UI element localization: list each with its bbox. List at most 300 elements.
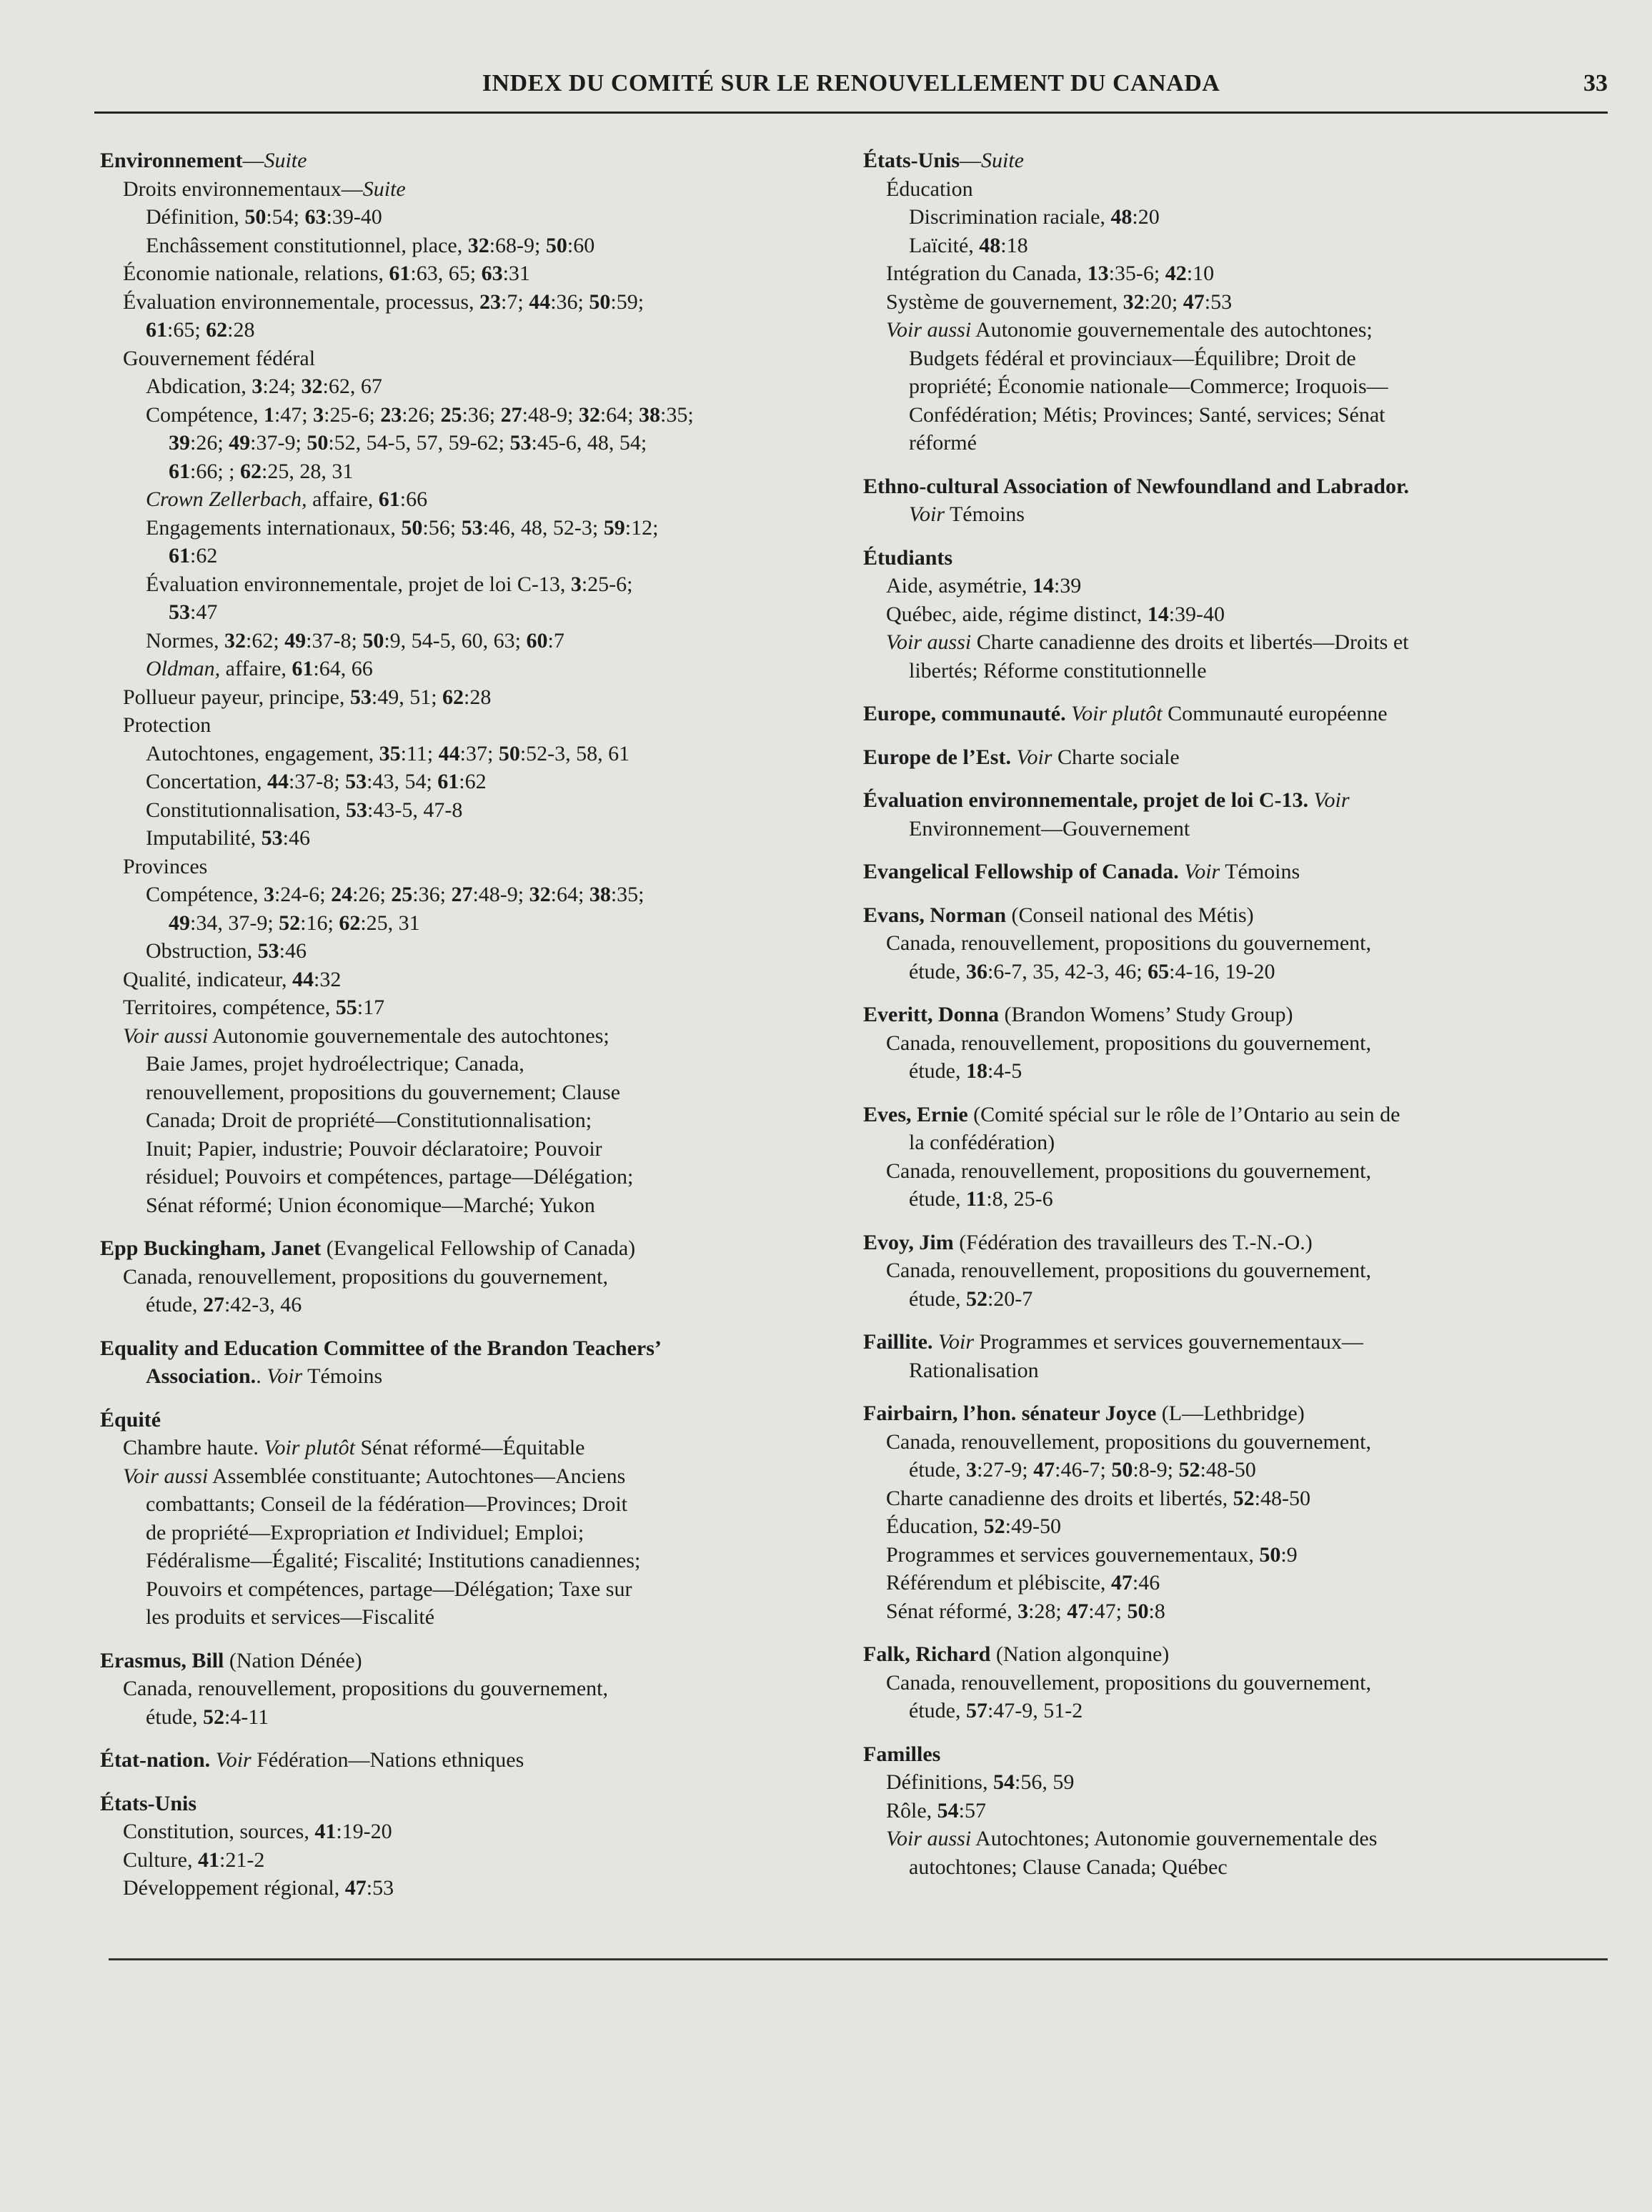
text-run: :46 (279, 939, 307, 963)
text-run: 14 (1147, 602, 1169, 626)
text-run: Discrimination raciale, (909, 205, 1111, 229)
entry-subline (863, 1512, 1592, 1541)
text-run: 63 (481, 262, 503, 285)
text-run: Témoins (945, 502, 1025, 526)
text-run: Association. (146, 1364, 257, 1388)
text-run: Autonomie gouvernementale des autochtones; (971, 318, 1373, 342)
text-run: Budgets fédéral et provinciaux—Équilibre; Droit de (909, 346, 1356, 370)
text-run: :63, 65; (410, 262, 482, 285)
entry-subline (863, 1129, 1592, 1157)
text-run: la confédération) (909, 1131, 1055, 1154)
text-run: :19-20 (336, 1820, 392, 1843)
text-run: :8, 25-6 (986, 1187, 1053, 1211)
text-run: :37-8; (288, 770, 346, 793)
text-run: (L—Lethbridge) (1156, 1402, 1305, 1425)
text-run: Canada, renouvellement, propositions du gouvernement, (123, 1264, 608, 1289)
text-run: :25, 31 (360, 911, 420, 935)
text-run: Charte canadienne des droits et libertés, (886, 1486, 1233, 1510)
entry-subline (100, 1703, 804, 1732)
text-run: :62 (459, 770, 487, 793)
entry-subline (863, 1697, 1592, 1725)
text-run: Territoires, compétence, (123, 996, 336, 1019)
text-run: 41 (198, 1848, 219, 1872)
text-run: 53 (349, 685, 372, 709)
text-run: :53 (366, 1876, 394, 1900)
text-run: Constitutionnalisation, (146, 798, 347, 822)
text-run: renouvellement, propositions du gouvernement; Clause (146, 1080, 621, 1104)
text-run: Compétence, (146, 883, 264, 906)
entry-subline (863, 1256, 1592, 1285)
right-column (863, 147, 1592, 1896)
entry-subline (863, 316, 1592, 344)
text-run: 52 (983, 1514, 1005, 1538)
index-entry (863, 147, 1592, 457)
text-run: Voir (267, 1364, 303, 1388)
text-run: :47; (1088, 1599, 1128, 1623)
entry-subline (863, 401, 1592, 430)
text-run: Voir (1016, 745, 1053, 769)
text-run: 48 (979, 233, 1001, 257)
entry-subline (863, 288, 1592, 317)
text-run: 53 (461, 515, 483, 540)
text-run: 24 (331, 883, 353, 906)
text-run: 50 (545, 233, 567, 257)
text-run: Programmes et services gouvernementaux, (886, 1542, 1260, 1567)
text-run: 47 (1110, 1571, 1133, 1594)
text-run: 38 (638, 402, 660, 427)
entry-subline (863, 1428, 1592, 1457)
text-run: Evangelical Fellowship of Canada. (863, 860, 1179, 883)
entry-subline (100, 514, 804, 542)
text-run: 32 (578, 402, 600, 427)
entry-subline (863, 1541, 1592, 1569)
text-run: États-Unis (863, 149, 960, 172)
text-run: Témoins (302, 1364, 383, 1388)
text-run: Voir plutôt (1071, 702, 1163, 725)
text-run: — (960, 149, 982, 172)
text-run: Autonomie gouvernementale des autochtones; (208, 1023, 609, 1048)
entry-subline (100, 316, 804, 344)
entry-heading-line (863, 1740, 1592, 1769)
text-run: 50 (589, 289, 611, 314)
entry-subline (100, 1191, 804, 1220)
text-run: Programmes et services gouvernementaux— (974, 1330, 1363, 1354)
text-run: étude, (909, 1286, 966, 1311)
text-run: Définition, (146, 205, 245, 229)
text-run: étude, (146, 1293, 203, 1316)
text-run: :28; (1028, 1599, 1068, 1623)
text-run: Canada, renouvellement, propositions du gouvernement, (886, 1670, 1371, 1695)
entry-subline (863, 1357, 1592, 1385)
text-run: :9 (1280, 1542, 1298, 1567)
text-run: :17 (357, 996, 385, 1019)
text-run: 52 (202, 1705, 224, 1729)
text-run: :8-9; (1133, 1458, 1179, 1482)
entry-subline (863, 1797, 1592, 1825)
text-run: de propriété—Expropriation (146, 1520, 395, 1544)
text-run: (Nation algonquine) (990, 1642, 1170, 1666)
text-run: 62 (240, 459, 262, 483)
entry-heading-line (863, 1229, 1592, 1257)
text-run: 53 (257, 939, 279, 963)
text-run: Développement régional, (123, 1876, 345, 1900)
text-run: Voir aussi (886, 318, 972, 342)
text-run: Voir (1313, 788, 1350, 812)
index-entry (863, 1001, 1592, 1086)
entry-subline (863, 815, 1592, 843)
text-run: Canada, renouvellement, propositions du gouvernement, (123, 1677, 608, 1700)
text-run: :64, 66 (313, 657, 373, 680)
text-run: Inuit; Papier, industrie; Pouvoir déclaratoire; Pouvoir (146, 1136, 602, 1161)
text-run: Voir (937, 1330, 974, 1354)
text-run: :26; (402, 402, 441, 427)
text-run: :49-50 (1005, 1514, 1061, 1538)
text-run: États-Unis (100, 1791, 197, 1815)
index-entry (100, 147, 804, 1219)
entry-subline (100, 1022, 804, 1051)
entry-subline (100, 1462, 804, 1491)
text-run: :37; (459, 741, 499, 765)
text-run: :47; (274, 402, 314, 427)
index-entry (863, 743, 1592, 772)
text-run: :36; (550, 289, 589, 314)
text-run (1308, 788, 1314, 812)
text-run: 32 (1123, 289, 1145, 314)
text-run: :62 (190, 544, 218, 567)
entry-subline (100, 1135, 804, 1164)
text-run: 47 (1067, 1599, 1089, 1623)
text-run: :18 (1000, 233, 1028, 257)
text-run: 53 (346, 798, 368, 822)
text-run: :60 (567, 233, 595, 257)
text-run: :65; (167, 318, 206, 342)
text-run: 27 (451, 883, 473, 906)
text-run: 3 (570, 572, 582, 596)
entry-subline (100, 1603, 804, 1632)
text-run: 32 (467, 233, 489, 257)
entry-subline (100, 1362, 804, 1391)
text-run: 38 (589, 883, 611, 906)
text-run: 50 (362, 628, 384, 653)
text-run: :26; (190, 431, 229, 455)
index-entry (863, 1101, 1592, 1214)
text-run: Confédération; Métis; Provinces; Santé, services; Sénat (909, 402, 1385, 427)
text-run: :54; (266, 205, 305, 229)
text-run: 57 (965, 1699, 987, 1722)
text-run: Environnement—Gouvernement (909, 816, 1190, 840)
entry-subline (863, 1157, 1592, 1186)
text-run: les produits et services—Fiscalité (146, 1605, 435, 1629)
text-run: Définitions, (886, 1770, 993, 1794)
entry-subline (100, 1050, 804, 1078)
entry-heading-line (863, 1101, 1592, 1129)
entry-subline (863, 429, 1592, 457)
text-run: :21-2 (219, 1848, 265, 1872)
text-run: :20-7 (987, 1286, 1033, 1311)
text-run: 32 (224, 628, 246, 653)
entry-heading-line (100, 1406, 804, 1434)
index-entry (863, 1740, 1592, 1882)
text-run: 1 (263, 402, 274, 427)
text-run: Chambre haute. (123, 1436, 264, 1459)
text-run: 61 (169, 544, 190, 567)
text-run: Epp Buckingham, Janet (100, 1236, 322, 1260)
text-run: Europe, communauté. (863, 702, 1066, 725)
text-run: Assemblée constituante; Autochtones—Anciens (208, 1464, 626, 1488)
text-run: affaire, (307, 487, 379, 511)
index-entry (863, 786, 1592, 843)
entry-subline (100, 796, 804, 825)
entry-subline (100, 1519, 804, 1547)
text-run: réformé (909, 431, 977, 455)
entry-subline (863, 657, 1592, 685)
entry-subline (863, 259, 1592, 288)
text-run: Voir aussi (886, 630, 972, 654)
text-run: Québec, aide, régime distinct, (886, 602, 1148, 626)
entry-subline (863, 1569, 1592, 1597)
text-run: Equality and Education Committee of the Brandon Teachers’ (100, 1336, 662, 1360)
text-run: Sénat réformé; Union économique—Marché; Yukon (146, 1193, 595, 1217)
text-run: 49 (229, 431, 251, 455)
entry-subline (100, 740, 804, 768)
text-run: affaire, (220, 657, 292, 680)
text-run: :26; (352, 883, 392, 906)
text-run: Normes, (146, 628, 224, 653)
text-run: 62 (442, 685, 464, 709)
text-run: :49, 51; (371, 685, 443, 709)
text-run: Fédéralisme—Égalité; Fiscalité; Institutions canadiennes; (146, 1549, 641, 1572)
entry-subline (100, 824, 804, 853)
text-run: Falk, Richard (863, 1642, 991, 1666)
entry-subline (863, 1597, 1592, 1626)
text-run: :24; (262, 375, 302, 398)
text-run: Environnement (100, 149, 243, 172)
index-entry (100, 1790, 804, 1903)
text-run: Rationalisation (909, 1358, 1039, 1382)
entry-subline (100, 429, 804, 457)
text-run: :47 (190, 600, 218, 624)
text-run: :52-3, 58, 61 (519, 741, 630, 765)
text-run: étude, (146, 1705, 203, 1729)
text-run: Voir plutôt (264, 1436, 355, 1459)
entry-subline (863, 600, 1592, 629)
entry-subline (100, 1263, 804, 1291)
text-run: :35; (610, 883, 645, 906)
text-run: 52 (1233, 1486, 1255, 1510)
text-run: 13 (1087, 262, 1109, 285)
text-run: :11; (400, 741, 439, 765)
text-run: :39-40 (1168, 602, 1225, 626)
text-run: :32 (314, 967, 342, 991)
entry-subline (100, 570, 804, 599)
text-run: Enchâssement constitutionnel, place, (146, 233, 468, 257)
text-run: étude, (909, 1059, 966, 1083)
text-run: Protection (123, 713, 212, 737)
text-run: :36; (412, 883, 452, 906)
text-run: Concertation, (146, 770, 267, 793)
text-run: Culture, (123, 1848, 198, 1872)
text-run: (Evangelical Fellowship of Canada) (321, 1236, 636, 1260)
text-run: 44 (438, 741, 460, 765)
text-run: 50 (401, 515, 423, 540)
text-run: :66; ; (190, 459, 241, 483)
text-run: (Brandon Womens’ Study Group) (999, 1003, 1293, 1026)
text-run: 25 (391, 883, 413, 906)
text-run: 61 (389, 262, 411, 285)
entry-heading-line (863, 544, 1592, 572)
text-run: 3 (263, 883, 274, 906)
text-run: :64; (599, 402, 639, 427)
text-run: Imputabilité, (146, 826, 262, 850)
entry-heading-line (100, 1746, 804, 1775)
text-run: 41 (314, 1820, 337, 1843)
text-run: 35 (379, 741, 401, 765)
entry-subline (100, 881, 804, 909)
text-run: :37-8; (306, 628, 363, 653)
text-run: 54 (937, 1798, 959, 1822)
text-run: combattants; Conseil de la fédération—Provinces; Droit (146, 1492, 628, 1516)
text-run: 61 (378, 487, 400, 511)
entry-subline (100, 598, 804, 627)
text-run: :56, 59 (1015, 1770, 1075, 1794)
text-run: 53 (261, 826, 283, 850)
entry-subline (100, 993, 804, 1022)
entry-subline (863, 1669, 1592, 1697)
text-run: 18 (965, 1059, 987, 1083)
text-run: :68-9; (489, 233, 546, 257)
text-run: autochtones; Clause Canada; Québec (909, 1855, 1228, 1879)
entry-subline (100, 627, 804, 655)
text-run: Familles (863, 1742, 941, 1766)
text-run: 52 (1178, 1458, 1200, 1482)
entry-subline (863, 628, 1592, 657)
text-run: Gouvernement fédéral (123, 346, 316, 370)
text-run: :31 (502, 262, 530, 285)
text-run: Voir aussi (886, 1827, 972, 1850)
text-run: Oldman, (146, 657, 221, 680)
text-run: État-nation. (100, 1748, 211, 1772)
text-run: :47-9, 51-2 (987, 1699, 1083, 1722)
index-entry (863, 1229, 1592, 1314)
entry-subline (863, 1853, 1592, 1882)
text-run: :52, 54-5, 57, 59-62; (328, 431, 510, 455)
text-run: :62, 67 (322, 375, 382, 398)
text-run: 52 (965, 1286, 987, 1311)
text-run: 61 (292, 657, 314, 680)
index-entry (863, 544, 1592, 685)
text-run: Voir aussi (123, 1023, 209, 1048)
text-run: 23 (479, 289, 502, 314)
text-run: 65 (1148, 959, 1170, 983)
text-run: 63 (304, 205, 327, 229)
text-run: 55 (335, 996, 357, 1019)
entry-heading-line (100, 1647, 804, 1675)
entry-subline (100, 853, 804, 881)
entry-subline (863, 929, 1592, 958)
entry-heading-line (863, 858, 1592, 886)
text-run: :48-50 (1200, 1458, 1256, 1482)
text-run: Fédération—Nations ethniques (251, 1748, 524, 1772)
text-run: 25 (440, 402, 462, 427)
entry-subline (100, 1817, 804, 1846)
text-run: 27 (202, 1293, 224, 1316)
entry-subline (100, 655, 804, 683)
index-entry (863, 858, 1592, 886)
header-rule (94, 111, 1608, 114)
text-run: Charte sociale (1052, 745, 1180, 769)
text-run: 50 (307, 431, 329, 455)
text-run: Europe de l’Est. (863, 745, 1011, 769)
text-run: 62 (339, 911, 361, 935)
text-run: Évaluation environnementale, projet de loi C-13, (146, 572, 571, 596)
entry-subline (863, 203, 1592, 232)
entry-heading-line (863, 700, 1592, 728)
entry-heading-line (863, 1328, 1592, 1357)
text-run: :25-6; (324, 402, 381, 427)
index-entry (100, 1746, 804, 1775)
text-run: Autochtones; Autonomie gouvernementale des (971, 1827, 1378, 1850)
entry-subline (100, 1846, 804, 1875)
text-run: 47 (344, 1876, 367, 1900)
text-run: (Nation Dénée) (224, 1648, 362, 1672)
text-run (1066, 702, 1072, 725)
text-run: 48 (1110, 205, 1133, 229)
text-run: et (394, 1520, 410, 1544)
text-run: Suite (362, 177, 406, 201)
text-run: propriété; Économie nationale—Commerce; Iroquois— (909, 375, 1388, 398)
text-run: :37-9; (250, 431, 307, 455)
text-run (932, 1330, 938, 1354)
entry-subline (100, 232, 804, 260)
entry-subline (100, 485, 804, 514)
entry-subline (100, 937, 804, 966)
text-run: 3 (252, 375, 263, 398)
text-run: :46 (282, 826, 310, 850)
text-run: :42-3, 46 (224, 1293, 302, 1316)
text-run: Canada, renouvellement, propositions du gouvernement, (886, 1031, 1371, 1055)
text-run: . (256, 1364, 267, 1388)
entry-subline (863, 175, 1592, 204)
entry-heading-line (863, 901, 1592, 930)
text-run: (Conseil national des Métis) (1006, 903, 1254, 927)
text-run: :16; (300, 911, 339, 935)
text-run: 53 (345, 770, 367, 793)
text-run: :59; (610, 289, 645, 314)
text-run: :34, 37-9; (190, 911, 279, 935)
text-run: Eves, Ernie (863, 1102, 968, 1126)
index-entry (863, 472, 1592, 529)
entry-heading-line (100, 1790, 804, 1818)
text-run: Autochtones, engagement, (146, 741, 379, 765)
text-run: 47 (1183, 289, 1205, 314)
text-run: :6-7, 35, 42-3, 46; (987, 959, 1148, 983)
entry-subline (863, 372, 1592, 401)
text-run: Étudiants (863, 545, 953, 570)
text-run: :43, 54; (367, 770, 438, 793)
text-run: Équité (100, 1407, 161, 1432)
text-run: résiduel; Pouvoirs et compétences, partage—Délégation; (146, 1165, 634, 1189)
text-run: :46-7; (1055, 1458, 1112, 1482)
text-run: Provinces (123, 854, 208, 878)
text-run: étude, (909, 1187, 966, 1211)
entry-subline (863, 500, 1592, 529)
text-run: 11 (965, 1187, 987, 1211)
text-run: 62 (206, 318, 228, 342)
text-run: 50 (1111, 1458, 1133, 1482)
text-run: :56; (422, 515, 462, 540)
text-run: Baie James, projet hydroélectrique; Canada, (146, 1052, 524, 1076)
text-run: Sénat réformé—Équitable (354, 1436, 585, 1459)
